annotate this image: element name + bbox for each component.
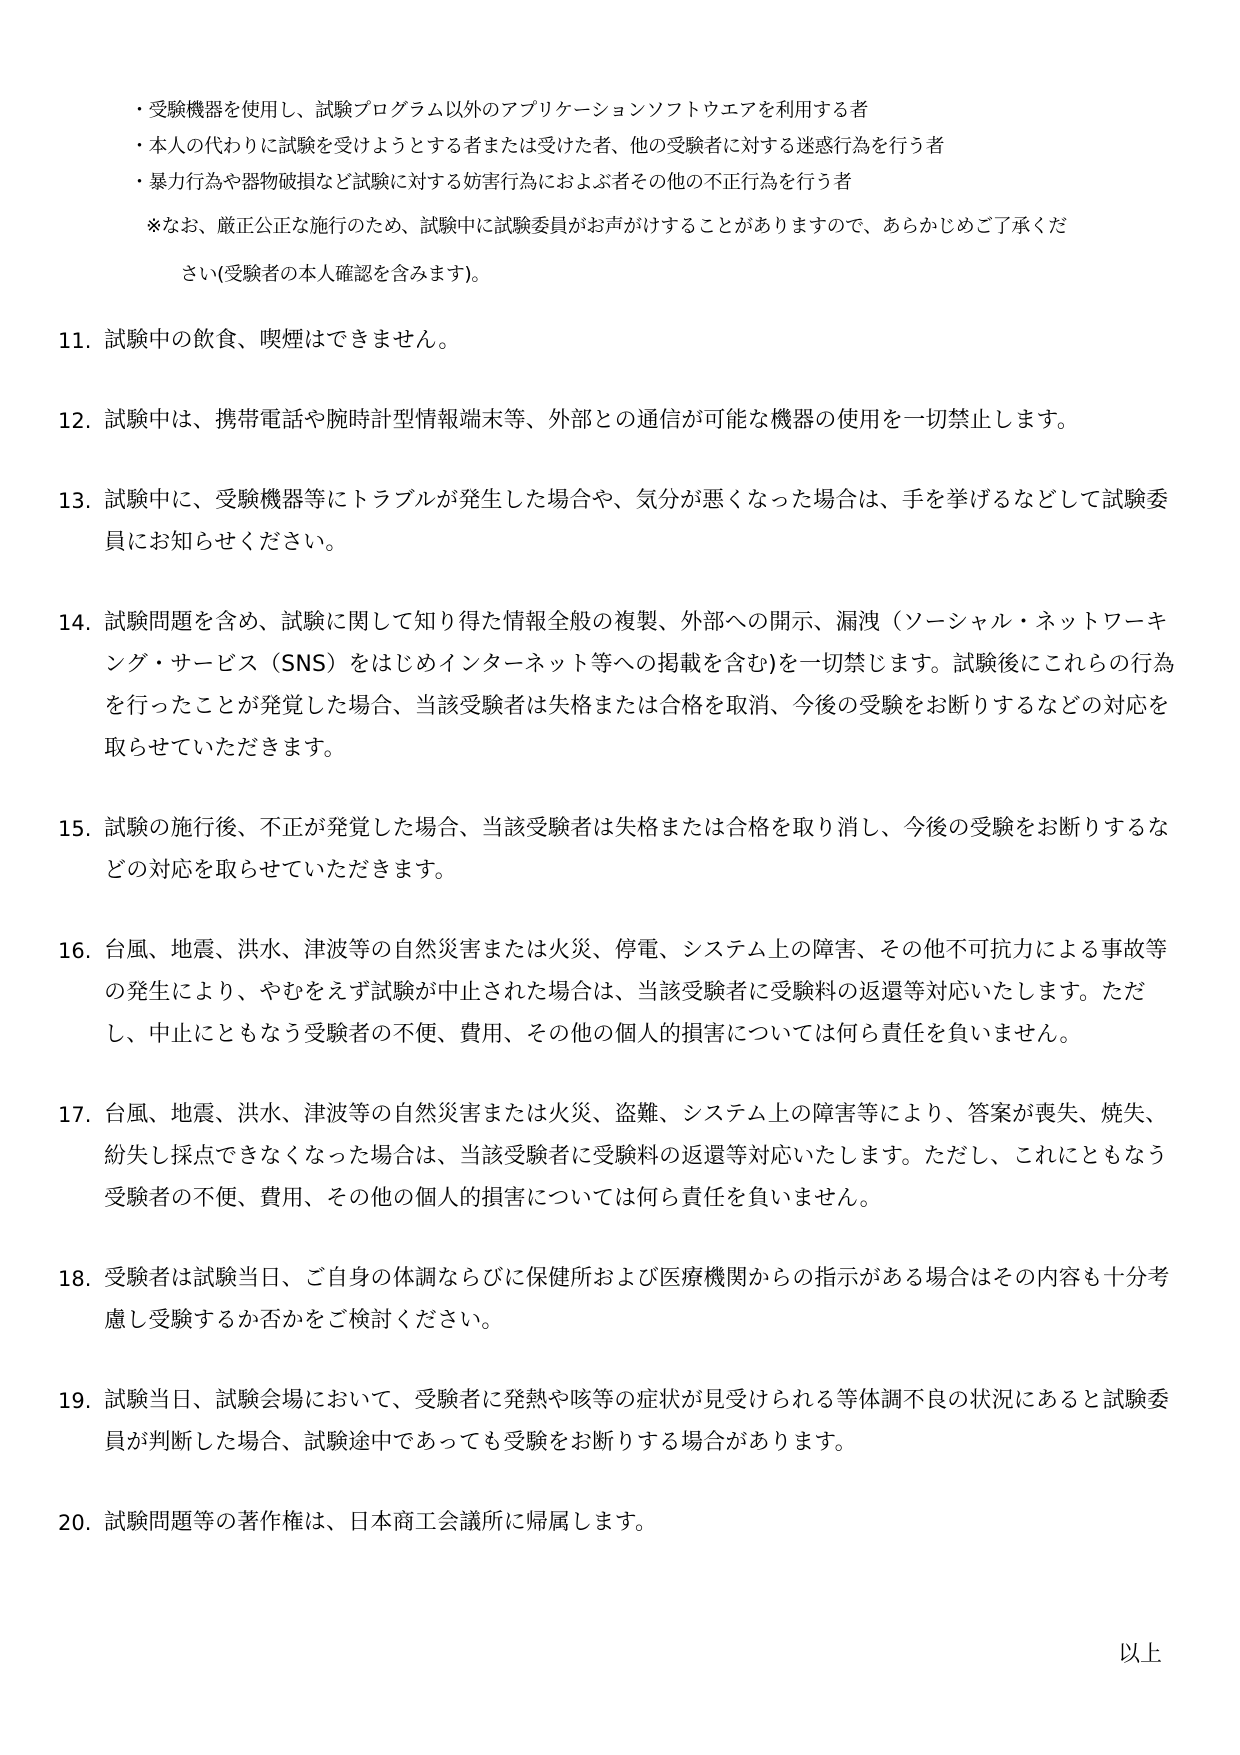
note-paragraph xyxy=(130,202,1190,298)
rule-number: 17. xyxy=(58,1103,92,1127)
rule-number: 18. xyxy=(58,1267,92,1291)
closing-mark: 以上 xyxy=(1117,1642,1162,1667)
rule-number: 13. xyxy=(58,489,92,513)
rule-item-20 xyxy=(58,1502,1188,1544)
rule-number: 11. xyxy=(58,329,92,353)
rule-item-11 xyxy=(58,320,1188,362)
rule-item-17 xyxy=(58,1094,1188,1220)
rule-text: 試験当日、試験会場において、受験者に発熱や咳等の症状が見受けられる等体調不良の状況にあると試験委員が判断した場合、試験途中であっても受験をお断りする場合があります。 xyxy=(104,1388,1170,1455)
rule-item-19 xyxy=(58,1380,1188,1464)
numbered-rules-list xyxy=(58,320,1188,1582)
rule-text: 試験の施行後、不正が発覚した場合、当該受験者は失格または合格を取り消し、今後の受験をお断りするなどの対応を取らせていただきます。 xyxy=(104,816,1170,883)
rule-number: 19. xyxy=(58,1389,92,1413)
rule-text: 台風、地震、洪水、津波等の自然災害または火災、盗難、システム上の障害等により、答案が喪失、焼失、紛失し採点できなくなった場合は、当該受験者に受験料の返還等対応いたします。ただし、これにともなう受験者の不便、費用、その他の個人的損害については何ら責任を負いません。 xyxy=(104,1102,1168,1211)
rule-item-13 xyxy=(58,480,1188,564)
rule-item-14 xyxy=(58,602,1188,770)
rule-item-12 xyxy=(58,400,1188,442)
rule-item-15 xyxy=(58,808,1188,892)
prohibited-act-item: ・受験機器を使用し、試験プログラム以外のアプリケーションソフトウエアを利用する者 xyxy=(130,99,868,121)
note-line-2: さい(受験者の本人確認を含みます)。 xyxy=(180,263,490,285)
rule-text: 試験中の飲食、喫煙はできません。 xyxy=(104,328,461,353)
rule-item-16 xyxy=(58,930,1188,1056)
rule-text: 受験者は試験当日、ご自身の体調ならびに保健所および医療機関からの指示がある場合はその内容も十分考慮し受験するか否かをご検討ください。 xyxy=(104,1266,1170,1333)
rule-number: 20. xyxy=(58,1511,92,1535)
rule-text: 試験問題を含め、試験に関して知り得た情報全般の複製、外部への開示、漏洩（ソーシャル・ネットワーキング・サービス（SNS）をはじめインターネット等への掲載を含む)を一切禁じます。試験後にこれらの行為を行ったことが発覚した場合、当該受験者は失格または合格を取消、今後の受験をお断りするなどの対応を取らせていただきます。 xyxy=(104,610,1175,761)
rule-number: 12. xyxy=(58,409,92,433)
rule-text: 試験問題等の著作権は、日本商工会議所に帰属します。 xyxy=(104,1510,658,1535)
rule-text: 試験中は、携帯電話や腕時計型情報端末等、外部との通信が可能な機器の使用を一切禁止します。 xyxy=(104,408,1080,433)
rule-number: 14. xyxy=(58,611,92,635)
rule-number: 15. xyxy=(58,817,92,841)
note-line-1: ※なお、厳正公正な施行のため、試験中に試験委員がお声がけすることがありますので、あらかじめご了承くだ xyxy=(146,215,1067,237)
rule-number: 16. xyxy=(58,939,92,963)
rule-text: 台風、地震、洪水、津波等の自然災害または火災、停電、システム上の障害、その他不可抗力による事故等の発生により、やむをえず試験が中止された場合は、当該受験者に受験料の返還等対応いたします。ただし、中止にともなう受験者の不便、費用、その他の個人的損害については何ら責任を負いません。 xyxy=(104,938,1168,1047)
prohibited-act-item: ・本人の代わりに試験を受けようとする者または受けた者、他の受験者に対する迷惑行為を行う者 xyxy=(130,135,945,157)
rule-text: 試験中に、受験機器等にトラブルが発生した場合や、気分が悪くなった場合は、手を挙げるなどして試験委員にお知らせください。 xyxy=(104,488,1169,555)
prohibited-act-item: ・暴力行為や器物破損など試験に対する妨害行為におよぶ者その他の不正行為を行う者 xyxy=(130,171,852,193)
prohibited-acts-list xyxy=(130,92,1190,298)
rule-item-18 xyxy=(58,1258,1188,1342)
